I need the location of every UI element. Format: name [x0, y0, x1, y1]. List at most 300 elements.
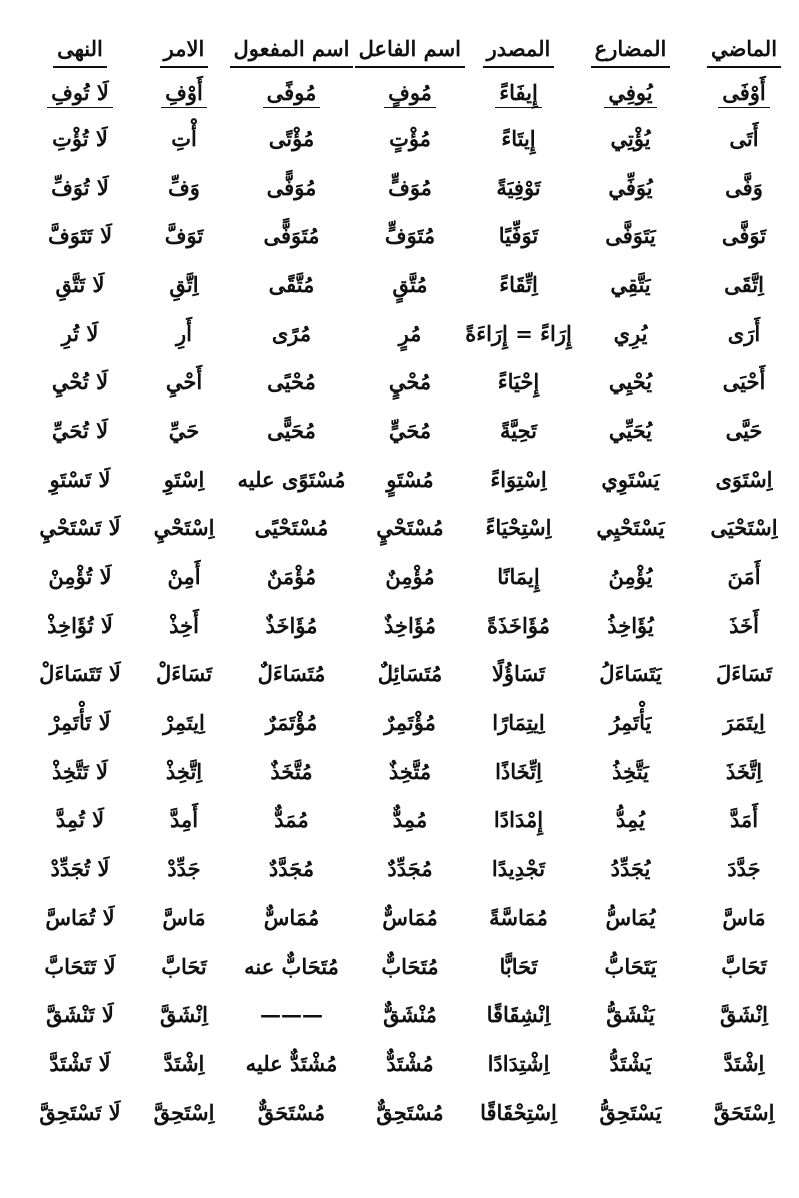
cell-text: يَسْتَحِقُّ: [599, 1099, 662, 1125]
cell-text: مُشْتَدٌّ عليه: [245, 1050, 338, 1076]
cell-nahy: [20, 1088, 140, 1137]
cell-amr: [140, 74, 228, 114]
cell-text: لَا تَسْتَحِقَّ: [39, 1099, 121, 1125]
cell-text: مُجَدِّدٌ: [387, 856, 433, 882]
cell-masdar: [465, 1039, 572, 1088]
cell-mudari: [572, 552, 689, 601]
cell-text: أَوْفِ: [161, 80, 207, 108]
cell-ism-maful: [228, 74, 355, 114]
cell-ism-maful: [228, 601, 355, 650]
cell-text: لَا تُوَفِّ: [51, 174, 109, 200]
cell-text: لَا تُجَدِّدْ: [50, 856, 110, 882]
cell-amr: [140, 260, 228, 309]
cell-text: يَتَّخِذُ: [612, 758, 649, 784]
cell-madi: [689, 942, 799, 991]
cell-text: لَا تُمِدَّ: [55, 807, 105, 833]
cell-ism-fail: [355, 942, 465, 991]
table-row: [20, 844, 799, 893]
table-row: [20, 309, 799, 358]
cell-madi: [689, 1088, 799, 1137]
cell-text: مُمِدٌّ: [392, 807, 428, 833]
table-row: [20, 211, 799, 260]
cell-text: لَا تَسْتَحْيِ: [39, 515, 121, 541]
cell-masdar: [465, 455, 572, 504]
cell-text: إِيتَاءً: [501, 125, 536, 151]
cell-masdar: [465, 747, 572, 796]
cell-ism-fail: [355, 893, 465, 942]
cell-ism-fail: [355, 650, 465, 699]
cell-text: إِرَاءً = إِرَاءَةً: [465, 320, 572, 346]
cell-text: يَأْتَمِرُ: [609, 710, 652, 736]
cell-text: مُحْيٍ: [388, 369, 432, 395]
cell-text: اِيتِمَارًا: [492, 710, 545, 736]
cell-mudari: [572, 796, 689, 845]
cell-text: يُؤَاخِذُ: [607, 612, 654, 638]
cell-masdar: [465, 796, 572, 845]
cell-madi: [689, 211, 799, 260]
cell-text: مُؤْتٍ: [389, 125, 431, 151]
cell-text: مُؤَاخِذٌ: [384, 612, 436, 638]
table-row: [20, 357, 799, 406]
cell-ism-fail: [355, 114, 465, 163]
cell-text: مُؤْتَمِرٌ: [384, 710, 436, 736]
table-row: [20, 796, 799, 845]
cell-masdar: [465, 893, 572, 942]
cell-madi: [689, 552, 799, 601]
conjugation-table: [20, 30, 799, 1136]
cell-nahy: [20, 455, 140, 504]
cell-text: اِيتَمِرْ: [163, 710, 205, 736]
cell-text: لَا تَشْتَدَّ: [49, 1050, 111, 1076]
cell-text: لَا تُحْيِ: [51, 369, 109, 395]
cell-text: لَا تُؤَاخِذْ: [47, 612, 113, 638]
cell-nahy: [20, 1039, 140, 1088]
cell-ism-maful: [228, 504, 355, 553]
cell-text: مُسْتَحَقٌّ: [257, 1099, 326, 1125]
cell-text: ———: [260, 1002, 323, 1028]
cell-text: مُتَوَفٍّ: [384, 223, 436, 249]
cell-text: مُوفٍ: [384, 80, 436, 108]
cell-amr: [140, 406, 228, 455]
cell-text: يَتَحَابُّ: [604, 953, 657, 979]
cell-ism-fail: [355, 163, 465, 212]
cell-ism-maful: [228, 552, 355, 601]
cell-text: اِنْشَقَّ: [720, 1002, 768, 1028]
cell-ism-maful: [228, 1039, 355, 1088]
cell-text: مُوَفًّى: [266, 174, 317, 200]
cell-ism-maful: [228, 942, 355, 991]
cell-ism-maful: [228, 260, 355, 309]
header-row: [20, 30, 799, 74]
cell-text: لَا تُمَاسَّ: [45, 904, 115, 930]
cell-text: يُوفِي: [604, 80, 656, 108]
cell-mudari: [572, 942, 689, 991]
cell-text: مُتَّقًى: [268, 271, 315, 297]
cell-ism-maful: [228, 844, 355, 893]
cell-text: لَا تُؤْمِنْ: [48, 564, 112, 590]
cell-text: مُتَّقٍ: [392, 271, 428, 297]
cell-ism-fail: [355, 1088, 465, 1137]
cell-text: مُتَسَاءَلٌ: [257, 661, 326, 687]
cell-amr: [140, 796, 228, 845]
cell-madi: [689, 698, 799, 747]
cell-ism-fail: [355, 260, 465, 309]
cell-masdar: [465, 211, 572, 260]
cell-amr: [140, 601, 228, 650]
cell-nahy: [20, 698, 140, 747]
cell-text: لَا تَنْشَقَّ: [46, 1002, 114, 1028]
cell-amr: [140, 357, 228, 406]
cell-text: اِتَّخِذْ: [165, 758, 203, 784]
cell-masdar: [465, 698, 572, 747]
table-row: [20, 893, 799, 942]
table-row: [20, 114, 799, 163]
cell-masdar: [465, 504, 572, 553]
cell-nahy: [20, 260, 140, 309]
cell-masdar: [465, 601, 572, 650]
cell-masdar: [465, 74, 572, 114]
cell-amr: [140, 990, 228, 1039]
cell-text: أَوْفَى: [718, 80, 770, 108]
cell-text: جَدِّدْ: [167, 856, 201, 882]
cell-masdar: [465, 309, 572, 358]
cell-ism-maful: [228, 211, 355, 260]
cell-text: مُسْتَحْيًى: [254, 515, 329, 541]
cell-text: يُؤْمِنُ: [608, 564, 653, 590]
cell-text: اِسْتَحِقَّ: [153, 1099, 215, 1125]
cell-text: مُمَاسَّةً: [489, 904, 548, 930]
cell-text: أَرَى: [727, 320, 761, 346]
cell-text: يَسْتَوِي: [601, 466, 660, 492]
cell-nahy: [20, 406, 140, 455]
cell-ism-maful: [228, 1088, 355, 1137]
cell-ism-fail: [355, 211, 465, 260]
cell-text: اِسْتِحْقَاقًا: [480, 1099, 557, 1125]
cell-text: مُوفًى: [263, 80, 321, 108]
cell-text: أْتِ: [171, 125, 197, 151]
cell-text: مُتَّخَذٌ: [270, 758, 313, 784]
cell-amr: [140, 747, 228, 796]
cell-text: مُؤْتًى: [268, 125, 315, 151]
cell-text: إِمْدَادًا: [493, 807, 544, 833]
cell-text: لَا تَتَوَفَّ: [47, 223, 113, 249]
cell-text: اِيتَمَرَ: [723, 710, 765, 736]
cell-ism-fail: [355, 601, 465, 650]
cell-text: يَشْتَدُّ: [609, 1050, 652, 1076]
cell-text: مُتَوَفًّى: [263, 223, 320, 249]
cell-text: أَخَذَ: [729, 612, 759, 638]
cell-amr: [140, 1039, 228, 1088]
cell-masdar: [465, 357, 572, 406]
cell-text: مُرًى: [271, 320, 312, 346]
cell-text: مُرٍ: [398, 320, 422, 346]
cell-amr: [140, 309, 228, 358]
cell-text: يَتَوَفَّى: [605, 223, 656, 249]
cell-text: تَوَفِّيًا: [498, 223, 539, 249]
cell-amr: [140, 455, 228, 504]
cell-mudari: [572, 1088, 689, 1137]
cell-ism-fail: [355, 844, 465, 893]
table-row: [20, 1039, 799, 1088]
cell-madi: [689, 309, 799, 358]
cell-text: اِسْتَوِ: [163, 466, 205, 492]
cell-text: وَفَّى: [725, 174, 763, 200]
cell-amr: [140, 211, 228, 260]
table-row: [20, 552, 799, 601]
cell-madi: [689, 747, 799, 796]
table-row: [20, 74, 799, 114]
cell-text: مُؤَاخَذَةً: [487, 612, 550, 638]
cell-masdar: [465, 406, 572, 455]
cell-text: مُجَدَّدٌ: [268, 856, 315, 882]
cell-nahy: [20, 796, 140, 845]
cell-madi: [689, 1039, 799, 1088]
cell-mudari: [572, 455, 689, 504]
cell-text: أَحْيِ: [165, 369, 203, 395]
cell-ism-fail: [355, 990, 465, 1039]
table-row: [20, 260, 799, 309]
cell-text: لَا تَتَحَابَّ: [44, 953, 116, 979]
table-row: [20, 650, 799, 699]
cell-mudari: [572, 309, 689, 358]
cell-text: مُسْتَحْيٍ: [376, 515, 444, 541]
cell-ism-fail: [355, 357, 465, 406]
cell-mudari: [572, 260, 689, 309]
cell-text: اِتِّقَاءً: [499, 271, 538, 297]
table-row: [20, 455, 799, 504]
cell-text: مُسْتَوًى عليه: [237, 466, 346, 492]
cell-amr: [140, 698, 228, 747]
cell-text: يُجَدِّدُ: [610, 856, 651, 882]
cell-text: لَا تُحَيِّ: [51, 417, 109, 443]
cell-nahy: [20, 747, 140, 796]
cell-ism-maful: [228, 698, 355, 747]
cell-ism-fail: [355, 455, 465, 504]
cell-text: وَفِّ: [168, 174, 200, 200]
cell-text: حَيَّى: [725, 417, 763, 443]
cell-text: أَرِ: [176, 320, 192, 346]
cell-ism-maful: [228, 357, 355, 406]
cell-masdar: [465, 163, 572, 212]
cell-text: لَا تُؤْتِ: [52, 125, 108, 151]
cell-amr: [140, 114, 228, 163]
cell-text: اِسْتَحْيَى: [710, 515, 778, 541]
table-row: [20, 1088, 799, 1137]
cell-text: اِنْشِقَاقًا: [486, 1002, 551, 1028]
cell-mudari: [572, 357, 689, 406]
cell-ism-fail: [355, 796, 465, 845]
cell-nahy: [20, 601, 140, 650]
table-row: [20, 601, 799, 650]
header-nahy: النهى: [20, 30, 140, 74]
cell-text: يُوَفِّي: [608, 174, 653, 200]
cell-text: اِسْتَوَى: [715, 466, 773, 492]
cell-ism-maful: [228, 650, 355, 699]
cell-madi: [689, 406, 799, 455]
cell-text: يَنْشَقُّ: [606, 1002, 655, 1028]
cell-text: تَسَاؤُلًا: [491, 661, 546, 687]
cell-text: تَجْدِيدًا: [491, 856, 546, 882]
cell-mudari: [572, 844, 689, 893]
cell-text: مُسْتَوٍ: [386, 466, 434, 492]
cell-mudari: [572, 698, 689, 747]
cell-text: اِسْتِحْيَاءً: [485, 515, 552, 541]
cell-ism-fail: [355, 504, 465, 553]
cell-masdar: [465, 114, 572, 163]
cell-masdar: [465, 990, 572, 1039]
cell-nahy: [20, 357, 140, 406]
cell-ism-maful: [228, 990, 355, 1039]
cell-nahy: [20, 990, 140, 1039]
cell-text: أَمِدَّ: [169, 807, 199, 833]
cell-text: لَا تُرِ: [61, 320, 99, 346]
cell-ism-maful: [228, 747, 355, 796]
table-row: [20, 942, 799, 991]
cell-amr: [140, 942, 228, 991]
cell-mudari: [572, 406, 689, 455]
cell-text: لَا تَتَسَاءَلْ: [39, 661, 121, 687]
cell-text: أَمِنْ: [167, 564, 201, 590]
cell-nahy: [20, 74, 140, 114]
cell-text: يُرِي: [613, 320, 648, 346]
cell-madi: [689, 601, 799, 650]
cell-text: مُؤْتَمَرٌ: [265, 710, 318, 736]
cell-masdar: [465, 1088, 572, 1137]
header-amr: الامر: [140, 30, 228, 74]
cell-text: اِسْتَحْيِ: [153, 515, 215, 541]
cell-ism-fail: [355, 1039, 465, 1088]
cell-text: تَسَاءَلْ: [155, 661, 213, 687]
table-row: [20, 990, 799, 1039]
cell-text: تَوَفَّ: [164, 223, 204, 249]
cell-text: مُؤَاخَذٌ: [265, 612, 318, 638]
cell-text: يُحْيِي: [608, 369, 653, 395]
cell-text: اِشْتِدَادًا: [487, 1050, 550, 1076]
cell-text: أَمَنَ: [727, 564, 761, 590]
cell-text: إِيمَانًا: [497, 564, 540, 590]
cell-ism-maful: [228, 309, 355, 358]
cell-mudari: [572, 114, 689, 163]
cell-text: مُتَحَابٌّ: [381, 953, 439, 979]
cell-text: إِيفَاءً: [495, 80, 542, 108]
cell-nahy: [20, 114, 140, 163]
cell-text: تَسَاءَلَ: [715, 661, 773, 687]
cell-masdar: [465, 650, 572, 699]
header-madi: الماضي: [689, 30, 799, 74]
header-mudari: المضارع: [572, 30, 689, 74]
cell-text: يَسْتَحْيِي: [596, 515, 665, 541]
cell-ism-fail: [355, 309, 465, 358]
cell-nahy: [20, 504, 140, 553]
cell-nahy: [20, 650, 140, 699]
cell-ism-fail: [355, 552, 465, 601]
cell-madi: [689, 74, 799, 114]
cell-text: لَا تَتَّقِ: [55, 271, 105, 297]
cell-ism-maful: [228, 455, 355, 504]
cell-nahy: [20, 844, 140, 893]
cell-text: لَا تُوفِ: [47, 80, 113, 108]
cell-text: مَاسَّ: [162, 904, 206, 930]
cell-ism-fail: [355, 406, 465, 455]
cell-text: لَا تَتَّخِذْ: [51, 758, 109, 784]
cell-text: اِشْتَدَّ: [723, 1050, 765, 1076]
cell-text: لَا تَسْتَوِ: [49, 466, 111, 492]
cell-madi: [689, 357, 799, 406]
cell-masdar: [465, 844, 572, 893]
cell-text: مُمَدٌّ: [274, 807, 309, 833]
cell-text: مُؤْمِنٌ: [385, 564, 435, 590]
cell-nahy: [20, 211, 140, 260]
cell-text: مُتَّخِذٌ: [388, 758, 432, 784]
cell-ism-maful: [228, 893, 355, 942]
cell-amr: [140, 1088, 228, 1137]
cell-amr: [140, 844, 228, 893]
cell-amr: [140, 650, 228, 699]
cell-text: يُمَاسُّ: [605, 904, 656, 930]
cell-text: تَحَابًّا: [499, 953, 538, 979]
cell-madi: [689, 504, 799, 553]
cell-mudari: [572, 211, 689, 260]
cell-text: مُؤْمَنٌ: [266, 564, 317, 590]
cell-text: مَاسَّ: [722, 904, 766, 930]
cell-text: اِنْشَقَّ: [160, 1002, 208, 1028]
cell-mudari: [572, 893, 689, 942]
cell-text: اِتَّقِ: [169, 271, 199, 297]
table-row: [20, 698, 799, 747]
cell-amr: [140, 504, 228, 553]
cell-text: يَتَّقِي: [610, 271, 651, 297]
header-ism-maful: اسم المفعول: [228, 30, 355, 74]
cell-ism-maful: [228, 796, 355, 845]
header-masdar: المصدر: [465, 30, 572, 74]
cell-text: اِشْتَدَّ: [163, 1050, 205, 1076]
cell-ism-maful: [228, 406, 355, 455]
cell-mudari: [572, 990, 689, 1039]
cell-text: تَحَابَّ: [721, 953, 767, 979]
cell-mudari: [572, 74, 689, 114]
cell-nahy: [20, 309, 140, 358]
cell-ism-fail: [355, 698, 465, 747]
cell-madi: [689, 114, 799, 163]
cell-text: مُسْتَحِقٌّ: [376, 1099, 444, 1125]
cell-masdar: [465, 260, 572, 309]
cell-text: مُوَفٍّ: [388, 174, 432, 200]
cell-text: مُشْتَدٌّ: [386, 1050, 434, 1076]
cell-text: يَتَسَاءَلُ: [599, 661, 662, 687]
cell-madi: [689, 650, 799, 699]
cell-text: يُؤْتِي: [610, 125, 651, 151]
cell-text: مُحَيٍّ: [388, 417, 432, 443]
table-row: [20, 504, 799, 553]
cell-text: مُمَاسٌّ: [382, 904, 438, 930]
table-row: [20, 747, 799, 796]
cell-mudari: [572, 650, 689, 699]
cell-text: حَيِّ: [168, 417, 200, 443]
cell-amr: [140, 163, 228, 212]
cell-text: يُمِدُّ: [615, 807, 645, 833]
cell-madi: [689, 796, 799, 845]
cell-mudari: [572, 504, 689, 553]
cell-text: اِتَّخَذَ: [725, 758, 763, 784]
cell-text: مُتَحَابٌّ عنه: [244, 953, 339, 979]
cell-madi: [689, 990, 799, 1039]
cell-text: تَحِيَّةً: [500, 417, 537, 443]
cell-madi: [689, 163, 799, 212]
cell-ism-maful: [228, 114, 355, 163]
cell-text: إِحْيَاءً: [497, 369, 540, 395]
cell-text: أَحْيَى: [722, 369, 766, 395]
cell-text: تَحَابَّ: [161, 953, 207, 979]
